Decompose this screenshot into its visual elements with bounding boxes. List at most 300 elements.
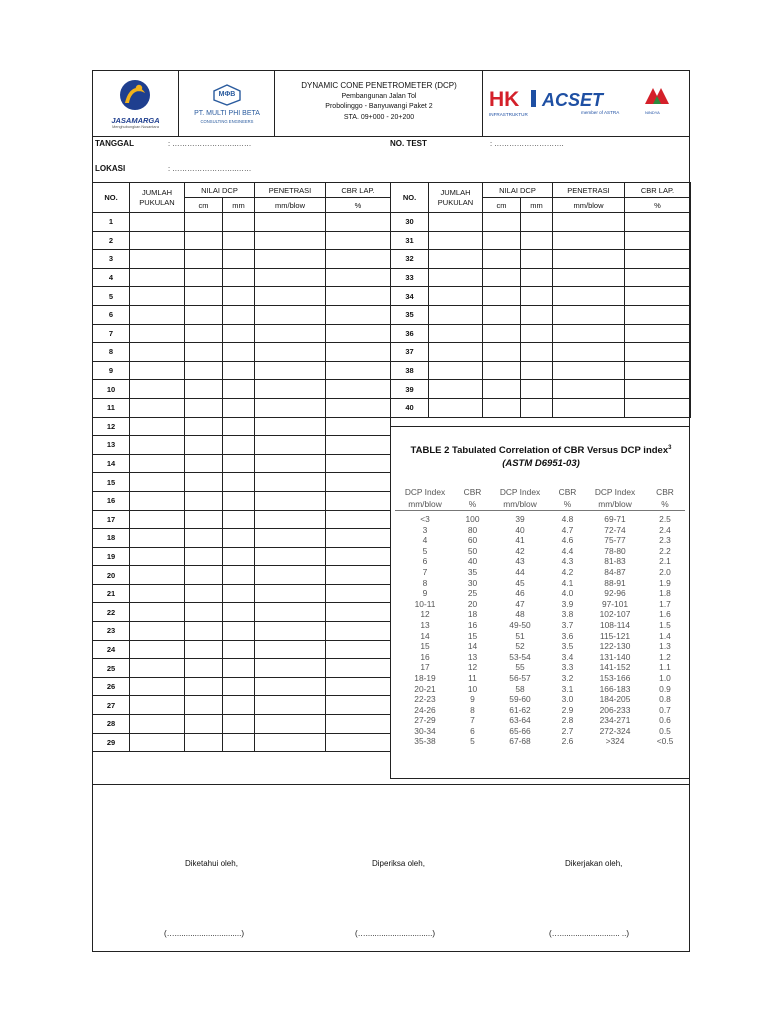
nilai-mm-cell[interactable] — [223, 640, 255, 659]
cbr-cell[interactable] — [326, 417, 391, 436]
cbr-cell[interactable] — [326, 436, 391, 455]
nilai-cm-cell[interactable] — [185, 696, 223, 715]
penetrasi-cell[interactable] — [255, 529, 326, 548]
penetrasi-cell[interactable] — [255, 473, 326, 492]
hki-bar-icon — [531, 90, 536, 107]
jumlah-pukulan-cell[interactable] — [429, 231, 483, 250]
cbr-cell[interactable] — [625, 305, 691, 324]
tanggal-label: TANGGAL — [95, 139, 134, 148]
jumlah-pukulan-cell[interactable] — [130, 622, 185, 641]
nilai-cm-cell[interactable] — [185, 584, 223, 603]
cbr-cell[interactable] — [326, 640, 391, 659]
nilai-mm-cell[interactable] — [521, 213, 553, 232]
nilai-mm-cell[interactable] — [223, 380, 255, 399]
nilai-mm-cell[interactable] — [223, 417, 255, 436]
row-number: 12 — [93, 417, 130, 436]
nilai-cm-cell[interactable] — [185, 547, 223, 566]
penetrasi-cell[interactable] — [255, 417, 326, 436]
table-row — [93, 324, 391, 343]
pukulan-line: PUKULAN — [437, 197, 474, 207]
nilai-cm-cell[interactable] — [483, 398, 521, 417]
project-line-2: Probolinggo - Banyuwangi Paket 2 — [325, 103, 433, 110]
penetrasi-cell[interactable] — [255, 622, 326, 641]
nilai-cm-cell[interactable] — [185, 529, 223, 548]
cbr-cell[interactable] — [326, 380, 391, 399]
penetrasi-cell[interactable] — [255, 305, 326, 324]
jumlah-pukulan-cell[interactable] — [130, 454, 185, 473]
reference-header-cell: % — [550, 498, 585, 511]
nilai-mm-cell[interactable] — [223, 733, 255, 752]
col-no-header: NO. — [391, 183, 429, 213]
nilai-cm-cell[interactable] — [185, 640, 223, 659]
cbr-cell[interactable] — [326, 250, 391, 269]
row-number: 6 — [93, 305, 130, 324]
nilai-cm-cell[interactable] — [185, 659, 223, 678]
row-number: 14 — [93, 454, 130, 473]
cbr-cell[interactable] — [326, 361, 391, 380]
nilai-mm-cell[interactable] — [223, 213, 255, 232]
reference-cell: 16 — [467, 619, 478, 630]
jumlah-line: JUMLAH — [141, 187, 172, 197]
nilai-mm-cell[interactable] — [223, 566, 255, 585]
col-mm-unit: mm — [223, 198, 255, 213]
cbr-cell[interactable] — [326, 473, 391, 492]
nilai-mm-cell[interactable] — [521, 398, 553, 417]
jumlah-pukulan-cell[interactable] — [130, 343, 185, 362]
nilai-mm-cell[interactable] — [223, 268, 255, 287]
reference-cell: 115-121 — [599, 630, 631, 641]
cbr-cell[interactable] — [625, 343, 691, 362]
penetrasi-cell[interactable] — [553, 287, 625, 306]
jumlah-pukulan-cell[interactable] — [429, 343, 483, 362]
nilai-mm-cell[interactable] — [223, 343, 255, 362]
tanggal-field[interactable]: : ……………………..…… — [168, 139, 252, 148]
cbr-cell[interactable] — [326, 454, 391, 473]
cbr-cell[interactable] — [625, 380, 691, 399]
jumlah-pukulan-cell[interactable] — [130, 510, 185, 529]
nilai-mm-cell[interactable] — [223, 436, 255, 455]
reference-cell: 45 — [515, 577, 525, 588]
cbr-cell[interactable] — [326, 622, 391, 641]
penetrasi-cell[interactable] — [553, 398, 625, 417]
table-row — [93, 380, 391, 399]
page-title: DYNAMIC CONE PENETROMETER (DCP) — [301, 81, 457, 90]
done-by-signature[interactable]: (…........................... ..) — [549, 929, 630, 938]
nilai-mm-cell[interactable] — [223, 491, 255, 510]
nilai-cm-cell[interactable] — [185, 287, 223, 306]
reference-cell: 43 — [515, 556, 525, 567]
acset-logo-text: ACSET — [542, 90, 604, 110]
nilai-cm-cell[interactable] — [483, 213, 521, 232]
jumlah-pukulan-cell[interactable] — [130, 715, 185, 734]
cbr-cell[interactable] — [326, 213, 391, 232]
reference-row — [395, 588, 685, 599]
reference-cell: 5 — [470, 736, 475, 747]
penetrasi-cell[interactable] — [255, 213, 326, 232]
col-mmblow-unit: mm/blow — [553, 198, 625, 213]
reference-cell: 2.1 — [659, 556, 671, 567]
col-mmblow-unit: mm/blow — [255, 198, 326, 213]
penetrasi-cell[interactable] — [553, 250, 625, 269]
jumlah-pukulan-cell[interactable] — [130, 640, 185, 659]
penetrasi-cell[interactable] — [553, 231, 625, 250]
nilai-mm-cell[interactable] — [223, 547, 255, 566]
reference-cell: 16 — [420, 651, 430, 662]
jumlah-pukulan-cell[interactable] — [130, 547, 185, 566]
reference-cell: 3.7 — [561, 619, 574, 630]
nilai-cm-cell[interactable] — [483, 343, 521, 362]
signature-divider — [92, 784, 690, 785]
nilai-mm-cell[interactable] — [521, 324, 553, 343]
reference-cell: 59-60 — [509, 694, 531, 705]
reference-cell: 1.0 — [659, 672, 671, 683]
nilai-mm-cell[interactable] — [521, 361, 553, 380]
nilai-mm-cell[interactable] — [223, 398, 255, 417]
nilai-cm-cell[interactable] — [483, 287, 521, 306]
nilai-cm-cell[interactable] — [483, 231, 521, 250]
penetrasi-cell[interactable] — [553, 305, 625, 324]
nilai-cm-cell[interactable] — [185, 380, 223, 399]
nilai-mm-cell[interactable] — [223, 696, 255, 715]
nilai-mm-cell[interactable] — [223, 529, 255, 548]
jumlah-pukulan-cell[interactable] — [130, 268, 185, 287]
nilai-cm-cell[interactable] — [483, 324, 521, 343]
penetrasi-cell[interactable] — [255, 268, 326, 287]
reference-row — [395, 620, 685, 631]
cbr-cell[interactable] — [326, 268, 391, 287]
reference-cell: 1.2 — [659, 651, 671, 662]
jumlah-pukulan-cell[interactable] — [429, 250, 483, 269]
reference-cell: 15 — [420, 641, 430, 652]
reference-cell: 3 — [422, 524, 428, 535]
reference-header-cell: mm/blow — [395, 498, 455, 511]
nilai-mm-cell[interactable] — [521, 380, 553, 399]
nilai-mm-cell[interactable] — [223, 287, 255, 306]
reference-cell: 48 — [515, 609, 525, 620]
penetrasi-cell[interactable] — [255, 566, 326, 585]
nilai-mm-cell[interactable] — [223, 324, 255, 343]
nilai-mm-cell[interactable] — [521, 231, 553, 250]
cbr-cell[interactable] — [326, 659, 391, 678]
cbr-cell[interactable] — [326, 305, 391, 324]
table-row — [391, 398, 691, 417]
nilai-mm-cell[interactable] — [223, 510, 255, 529]
jumlah-pukulan-cell[interactable] — [130, 250, 185, 269]
penetrasi-cell[interactable] — [255, 491, 326, 510]
nilai-cm-cell[interactable] — [185, 213, 223, 232]
nilai-cm-cell[interactable] — [185, 622, 223, 641]
penetrasi-cell[interactable] — [255, 640, 326, 659]
jumlah-pukulan-cell[interactable] — [130, 733, 185, 752]
nilai-cm-cell[interactable] — [185, 436, 223, 455]
nilai-cm-cell[interactable] — [185, 491, 223, 510]
jumlah-pukulan-cell[interactable] — [130, 566, 185, 585]
reference-cell: 49-50 — [509, 619, 531, 630]
cbr-cell[interactable] — [625, 213, 691, 232]
nilai-cm-cell[interactable] — [185, 473, 223, 492]
jumlah-pukulan-cell[interactable] — [130, 696, 185, 715]
reference-cell: 1.4 — [659, 630, 671, 641]
reference-cell: 2.9 — [561, 704, 574, 715]
nilai-mm-cell[interactable] — [223, 659, 255, 678]
nilai-mm-cell[interactable] — [223, 622, 255, 641]
penetrasi-cell[interactable] — [255, 603, 326, 622]
nilai-cm-cell[interactable] — [185, 398, 223, 417]
nilai-cm-cell[interactable] — [185, 677, 223, 696]
reference-header-cell: % — [645, 498, 685, 511]
jumlah-line: JUMLAH — [440, 187, 471, 197]
nilai-mm-cell[interactable] — [223, 361, 255, 380]
penetrasi-cell[interactable] — [255, 231, 326, 250]
penetrasi-cell[interactable] — [255, 659, 326, 678]
col-nilai-header: NILAI DCP — [483, 183, 553, 198]
row-number: 35 — [391, 305, 429, 324]
nilai-cm-cell[interactable] — [185, 733, 223, 752]
row-number: 13 — [93, 436, 130, 455]
reference-cell: 166-183 — [599, 683, 631, 694]
penetrasi-cell[interactable] — [553, 343, 625, 362]
cbr-cell[interactable] — [326, 733, 391, 752]
cbr-cell[interactable] — [326, 547, 391, 566]
cbr-cell[interactable] — [326, 231, 391, 250]
table-row — [391, 250, 691, 269]
penetrasi-cell[interactable] — [255, 324, 326, 343]
jumlah-pukulan-cell[interactable] — [130, 231, 185, 250]
nilai-cm-cell[interactable] — [185, 324, 223, 343]
nilai-cm-cell[interactable] — [185, 417, 223, 436]
jumlah-pukulan-cell[interactable] — [429, 305, 483, 324]
jumlah-pukulan-cell[interactable] — [130, 398, 185, 417]
col-cbr-header: CBR LAP. — [625, 183, 691, 198]
table-row — [93, 287, 391, 306]
jumlah-pukulan-cell[interactable] — [130, 603, 185, 622]
nilai-cm-cell[interactable] — [185, 454, 223, 473]
jumlah-pukulan-cell[interactable] — [130, 584, 185, 603]
penetrasi-cell[interactable] — [255, 733, 326, 752]
nilai-mm-cell[interactable] — [521, 268, 553, 287]
jumlah-pukulan-cell[interactable] — [130, 417, 185, 436]
penetrasi-cell[interactable] — [255, 380, 326, 399]
table-row — [93, 491, 391, 510]
nilai-cm-cell[interactable] — [185, 510, 223, 529]
checked-by-label: Diperiksa oleh, — [372, 859, 425, 868]
cbr-cell[interactable] — [326, 287, 391, 306]
nilai-cm-cell[interactable] — [185, 715, 223, 734]
penetrasi-cell[interactable] — [255, 361, 326, 380]
jumlah-pukulan-cell[interactable] — [429, 268, 483, 287]
acset-sub: member of ASTRA — [581, 110, 620, 115]
jumlah-pukulan-cell[interactable] — [130, 361, 185, 380]
cbr-cell[interactable] — [625, 324, 691, 343]
penetrasi-cell[interactable] — [255, 696, 326, 715]
cbr-cell[interactable] — [326, 696, 391, 715]
jumlah-pukulan-cell[interactable] — [130, 324, 185, 343]
nilai-cm-cell[interactable] — [185, 566, 223, 585]
table-row — [391, 213, 691, 232]
nilai-cm-cell[interactable] — [185, 361, 223, 380]
penetrasi-cell[interactable] — [553, 213, 625, 232]
penetrasi-cell[interactable] — [255, 547, 326, 566]
jumlah-pukulan-cell[interactable] — [429, 398, 483, 417]
jumlah-pukulan-cell[interactable] — [429, 287, 483, 306]
cbr-cell[interactable] — [326, 324, 391, 343]
cbr-cell[interactable] — [625, 361, 691, 380]
penetrasi-cell[interactable] — [255, 287, 326, 306]
jumlah-pukulan-cell[interactable] — [130, 659, 185, 678]
row-number: 5 — [93, 287, 130, 306]
table-row — [391, 343, 691, 362]
penetrasi-cell[interactable] — [255, 454, 326, 473]
cbr-cell[interactable] — [326, 510, 391, 529]
cbr-cell[interactable] — [326, 529, 391, 548]
cbr-cell[interactable] — [326, 584, 391, 603]
reference-cell: 2.3 — [659, 535, 671, 546]
penetrasi-cell[interactable] — [255, 343, 326, 362]
reference-cell: 9 — [470, 694, 475, 705]
reference-cell: 1.5 — [659, 619, 671, 630]
reference-cell: 13 — [467, 651, 478, 662]
nilai-mm-cell[interactable] — [223, 715, 255, 734]
jumlah-pukulan-cell[interactable] — [130, 213, 185, 232]
jasamarga-logo-icon — [115, 79, 155, 113]
nilai-mm-cell[interactable] — [223, 250, 255, 269]
jumlah-pukulan-cell[interactable] — [429, 380, 483, 399]
reference-cell: 52 — [515, 641, 525, 652]
nilai-cm-cell[interactable] — [185, 305, 223, 324]
lokasi-field[interactable]: : ……………………..…… — [168, 164, 252, 173]
jumlah-pukulan-cell[interactable] — [130, 380, 185, 399]
reference-cell: 40 — [515, 524, 525, 535]
reference-cell: 42 — [515, 545, 525, 556]
reference-row — [395, 715, 685, 726]
nilai-cm-cell[interactable] — [483, 380, 521, 399]
nilai-cm-cell[interactable] — [185, 603, 223, 622]
reference-row — [395, 673, 685, 684]
jumlah-pukulan-cell[interactable] — [130, 287, 185, 306]
penetrasi-cell[interactable] — [255, 436, 326, 455]
nilai-cm-cell[interactable] — [185, 231, 223, 250]
nilai-cm-cell[interactable] — [483, 250, 521, 269]
nilai-mm-cell[interactable] — [521, 305, 553, 324]
penetrasi-cell[interactable] — [255, 398, 326, 417]
penetrasi-cell[interactable] — [255, 510, 326, 529]
nilai-cm-cell[interactable] — [483, 305, 521, 324]
table-row — [391, 324, 691, 343]
nilai-cm-cell[interactable] — [483, 268, 521, 287]
table-row — [93, 454, 391, 473]
jumlah-pukulan-cell[interactable] — [429, 361, 483, 380]
jumlah-pukulan-cell[interactable] — [130, 529, 185, 548]
row-number: 15 — [93, 473, 130, 492]
cbr-cell[interactable] — [326, 677, 391, 696]
nilai-mm-cell[interactable] — [223, 454, 255, 473]
nindya-logo-icon — [643, 84, 671, 108]
nilai-mm-cell[interactable] — [521, 287, 553, 306]
reference-cell: 0.5 — [659, 725, 671, 736]
row-number: 39 — [391, 380, 429, 399]
reference-cell: 92-96 — [604, 588, 626, 599]
reference-cell: 11 — [468, 672, 477, 683]
jumlah-pukulan-cell[interactable] — [429, 213, 483, 232]
reference-cell: 69-71 — [604, 514, 626, 524]
penetrasi-cell[interactable] — [255, 584, 326, 603]
reference-cell: 122-130 — [599, 641, 631, 652]
nilai-cm-cell[interactable] — [185, 250, 223, 269]
cbr-reference-panel — [390, 426, 690, 779]
jumlah-pukulan-cell[interactable] — [130, 491, 185, 510]
penetrasi-cell[interactable] — [553, 380, 625, 399]
nilai-cm-cell[interactable] — [185, 268, 223, 287]
reference-cell: 20 — [467, 598, 478, 609]
cbr-cell[interactable] — [625, 398, 691, 417]
reference-cell: 2.7 — [561, 725, 574, 736]
cbr-cell[interactable] — [326, 343, 391, 362]
penetrasi-cell[interactable] — [553, 268, 625, 287]
cbr-correlation-table — [395, 486, 685, 747]
nilai-mm-cell[interactable] — [521, 343, 553, 362]
cbr-cell[interactable] — [326, 566, 391, 585]
mpb-mark: MΦB — [218, 91, 236, 98]
penetrasi-cell[interactable] — [553, 324, 625, 343]
reference-cell: 14 — [467, 641, 478, 652]
table-row — [93, 250, 391, 269]
known-by-signature[interactable]: (…..............................) — [164, 929, 245, 938]
cbr-cell[interactable] — [625, 250, 691, 269]
nilai-mm-cell[interactable] — [223, 231, 255, 250]
reference-cell: 8 — [422, 577, 428, 588]
checked-by-signature[interactable]: (…..............................) — [355, 929, 436, 938]
cbr-cell[interactable] — [326, 398, 391, 417]
nilai-cm-cell[interactable] — [185, 343, 223, 362]
cbr-cell[interactable] — [625, 268, 691, 287]
penetrasi-cell[interactable] — [255, 250, 326, 269]
penetrasi-cell[interactable] — [255, 715, 326, 734]
nilai-mm-cell[interactable] — [223, 305, 255, 324]
nilai-mm-cell[interactable] — [223, 603, 255, 622]
nilai-mm-cell[interactable] — [223, 473, 255, 492]
jumlah-pukulan-cell[interactable] — [429, 324, 483, 343]
reference-cell: 12 — [467, 662, 478, 673]
jumlah-pukulan-cell[interactable] — [130, 677, 185, 696]
nilai-mm-cell[interactable] — [223, 584, 255, 603]
jumlah-pukulan-cell[interactable] — [130, 473, 185, 492]
nilai-cm-cell[interactable] — [483, 361, 521, 380]
row-number: 22 — [93, 603, 130, 622]
nilai-mm-cell[interactable] — [521, 250, 553, 269]
reference-cell: 53-54 — [509, 651, 531, 662]
reference-cell: 0.6 — [659, 715, 671, 726]
reference-cell: 20-21 — [414, 683, 436, 694]
penetrasi-cell[interactable] — [553, 361, 625, 380]
penetrasi-cell[interactable] — [255, 677, 326, 696]
reference-cell: 67-68 — [509, 736, 531, 747]
col-no-header: NO. — [93, 183, 130, 213]
table-row — [93, 417, 391, 436]
nilai-mm-cell[interactable] — [223, 677, 255, 696]
cbr-cell[interactable] — [326, 603, 391, 622]
cbr-cell[interactable] — [625, 231, 691, 250]
jumlah-pukulan-cell[interactable] — [130, 436, 185, 455]
reference-cell: 30-34 — [414, 725, 436, 736]
cbr-cell[interactable] — [326, 491, 391, 510]
cbr-cell[interactable] — [625, 287, 691, 306]
notest-field[interactable]: : ………………………. — [490, 139, 564, 148]
reference-cell: >324 — [605, 736, 625, 747]
cbr-cell[interactable] — [326, 715, 391, 734]
jumlah-pukulan-cell[interactable] — [130, 305, 185, 324]
reference-cell: 55 — [515, 662, 525, 673]
reference-cell: 14 — [420, 630, 430, 641]
